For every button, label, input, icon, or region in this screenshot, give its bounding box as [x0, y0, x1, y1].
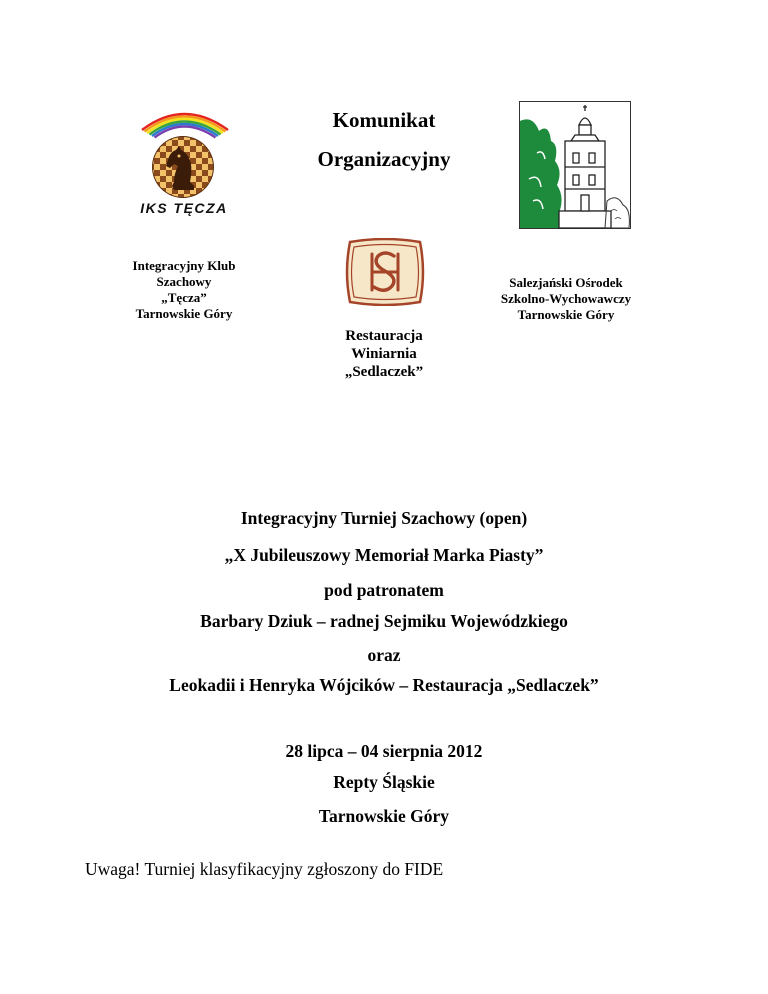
event-dates: 28 lipca – 04 sierpnia 2012	[285, 741, 483, 761]
event-place-1: Repty Śląskie	[333, 772, 435, 792]
organizer-middle-line: Winiarnia	[351, 346, 417, 362]
church-tower-logo	[519, 101, 631, 229]
patron-conjunction: oraz	[367, 645, 401, 665]
event-place-2: Tarnowskie Góry	[318, 806, 450, 826]
svg-text:IKS TĘCZA: IKS TĘCZA	[140, 200, 228, 216]
header-title-line2: Organizacyjny	[317, 147, 451, 171]
patronage-label: pod patronatem	[324, 580, 444, 600]
chess-knight-rainbow-logo	[136, 104, 236, 222]
organizer-right-line: Salezjański Ośrodek	[509, 275, 623, 290]
patron-line-1: Barbary Dziuk – radnej Sejmiku Wojewódzkiego	[200, 611, 568, 631]
organizer-left-line: Integracyjny Klub	[132, 258, 236, 273]
organizer-middle-line: Restauracja	[345, 328, 423, 344]
organizer-left-line: Tarnowskie Góry	[135, 306, 233, 321]
tournament-title: Integracyjny Turniej Szachowy (open)	[240, 508, 528, 528]
patron-line-2: Leokadii i Henryka Wójcików – Restauracja „Sedlaczek”	[169, 675, 599, 695]
header-title-line1: Komunikat	[332, 108, 436, 132]
organizer-left-line: „Tęcza”	[161, 290, 207, 305]
organizer-left-caption	[112, 258, 256, 322]
organizer-right-line: Szkolno-Wychowawczy	[500, 291, 632, 306]
organizer-middle-line: „Sedlaczek”	[344, 364, 424, 380]
organizer-middle-caption	[300, 327, 468, 381]
organizer-right-line: Tarnowskie Góry	[517, 307, 615, 322]
organizer-right-caption	[486, 275, 646, 323]
fide-note: Uwaga! Turniej klasyfikacyjny zgłoszony do FIDE	[85, 859, 444, 879]
sh-monogram-logo	[344, 238, 426, 306]
memorial-name: „X Jubileuszowy Memoriał Marka Piasty”	[224, 545, 544, 565]
organizer-left-line: Szachowy	[156, 274, 212, 289]
